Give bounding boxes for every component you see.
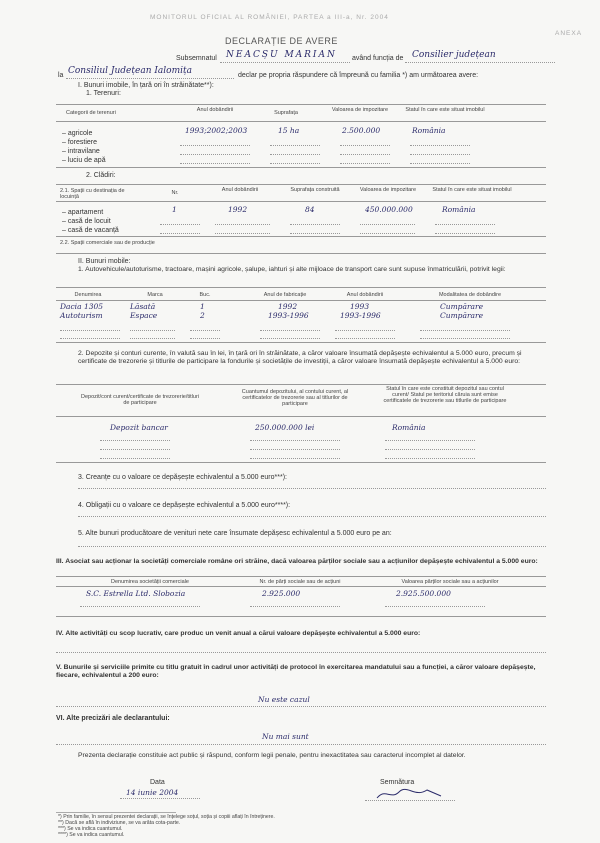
auto-1-modalitate: Cumpărare — [440, 302, 484, 311]
depozit-tip: Depozit bancar — [110, 423, 168, 432]
la-label: la — [58, 72, 64, 79]
item-3-creante: 3. Creanțe cu o valoare ce depășește echivalentul a 5.000 euro***): — [78, 474, 287, 481]
section-2-sub: 2. Clădiri: — [86, 172, 116, 179]
teren-suprafata: 15 ha — [278, 126, 300, 135]
auto-1-marca: Lăsată — [130, 302, 156, 311]
closing-statement: Prezenta declarație constituie act public și răspund, conform legii penale, pentru inexactitatea sau caracterul incomplet al datelor. — [78, 752, 466, 759]
section-vi-title: VI. Alte precizări ale declarantului: — [56, 715, 170, 722]
footnote-3: ***) Se va indica cuantumul. — [58, 826, 123, 832]
col-anul: Anul dobândirii — [196, 107, 234, 113]
col-suprafata: Suprafața — [274, 110, 298, 116]
col-valoarea: Valoarea de impozitare — [331, 107, 389, 113]
name-line — [220, 62, 350, 63]
footnote-1: *) Prin familie, în sensul prezentei declarații, se înțelege soțul, soția și copiii aflați în întreținere. — [58, 814, 275, 820]
section-1-title: I. Bunuri imobile, în țară ori în străinătate**): — [78, 82, 214, 89]
societate-nr-parti: 2.925.000 — [262, 589, 301, 598]
section-1-sub: 1. Terenuri: — [86, 90, 121, 97]
col-spatii: 2.1. Spații cu destinația de locuință — [60, 188, 125, 200]
semnatura-label: Semnătura — [380, 779, 415, 786]
auto-2-modalitate: Cumpărare — [440, 311, 484, 320]
footnote-4: ****) Se va indica cuantumul. — [58, 832, 125, 838]
row-casa-locuit: – casă de locuit — [62, 218, 111, 225]
section-ii-title: II. Bunuri mobile: — [78, 258, 131, 265]
teren-statul: România — [412, 126, 446, 135]
row-luciu: – luciu de apă — [62, 157, 106, 164]
auto-2-marca: Espace — [130, 311, 158, 320]
col-denumirea-soc: Denumirea societății comerciale — [111, 579, 189, 585]
footnote-2: **) Dacă se află în indiviziune, se va arăta cota-parte. — [58, 820, 181, 826]
auto-2-anul-fab: 1993-1996 — [268, 311, 309, 320]
row-spatii-comerciale: 2.2. Spații comerciale sau de producție — [60, 240, 155, 246]
col-nr-parti: Nr. de părți sociale sau de acțiuni — [259, 579, 341, 585]
section-v-value: Nu este cazul — [258, 695, 310, 704]
col-modalitatea: Modalitatea de dobândire — [438, 292, 502, 298]
col-anul-dobandirii: Anul dobândirii — [346, 292, 384, 298]
declar-text: declar pe propria răspundere că împreună cu familia *) am următoarea avere: — [238, 72, 479, 79]
col-statul: Statul în care este situat imobilul — [405, 107, 485, 113]
cladire-anul: 1992 — [228, 205, 248, 214]
auto-1-anul-fab: 1992 — [278, 302, 298, 311]
top-banner: MONITORUL OFICIAL AL ROMÂNIEI, PARTEA a III-a, Nr. 2004 — [150, 14, 389, 21]
auto-1-denumire: Dacia 1305 — [60, 302, 104, 311]
institutia-line — [66, 78, 234, 79]
col-statul-depozit: Statul în care este constituit depozitul sau contul curent/ Statul pe teritoriul căruia sunt emise certificatele de trezorerie sau titlurile de participare — [383, 386, 507, 404]
auto-1-buc: 1 — [200, 302, 205, 311]
col-buc: Buc. — [199, 292, 211, 298]
row-agricole: – agricole — [62, 130, 93, 137]
col-anul-2: Anul dobândirii — [221, 187, 259, 193]
item-5-alte-bunuri: 5. Alte bunuri producătoare de venituri nete care însumate depășesc echivalentul a 5.000 euro pe an: — [78, 530, 392, 537]
functia-line — [405, 62, 555, 63]
row-intravilane: – intravilane — [62, 148, 100, 155]
col-cuantum: Cuantumul depozitului, al contului curent, al certificatelor de trezorerie sau al titlurilor de participare — [241, 389, 349, 407]
data-label: Data — [150, 779, 165, 786]
auto-2-buc: 2 — [200, 311, 205, 320]
col-valoarea-parti: Valoarea părților sociale sau a acțiunilor — [401, 579, 499, 585]
top-right-label: ANEXA — [555, 30, 583, 37]
section-vi-value: Nu mai sunt — [262, 732, 309, 741]
col-anul-fabricatie: Anul de fabricație — [263, 292, 307, 298]
depozit-cuantum: 250.000.000 lei — [255, 423, 315, 432]
row-casa-vacanta: – casă de vacanță — [62, 227, 119, 234]
col-marca: Marca — [147, 292, 163, 298]
functia-value: Consilier județean — [412, 50, 496, 60]
section-iii-title: III. Asociat sau acționar la societăți comerciale române ori străine, dacă valoarea părților sociale sau a acțiunilor depășește echivalentul a 5.000 euro: — [56, 558, 538, 565]
depozit-statul: România — [392, 423, 426, 432]
col-categorii: Categorii de terenuri — [66, 110, 116, 116]
teren-anul: 1993;2002;2003 — [185, 126, 248, 135]
data-value: 14 iunie 2004 — [126, 788, 179, 797]
teren-valoarea: 2.500.000 — [342, 126, 381, 135]
societate-denumire: S.C. Estrella Ltd. Slobozia — [86, 589, 186, 598]
section-v-title: V. Bunurile și serviciile primite cu titlu gratuit în cadrul unor activități de protocol în exercitarea mandatului sau a funcției, a căror valoare depășește, fiecare, echivalentul a 200 euro: — [56, 664, 536, 679]
functia-label: având funcția de — [352, 55, 404, 62]
cladire-valoarea: 450.000.000 — [365, 205, 413, 214]
auto-1-anul-dob: 1993 — [350, 302, 370, 311]
cladire-suprafata: 84 — [305, 205, 315, 214]
row-apartament: – apartament — [62, 209, 104, 216]
auto-2-anul-dob: 1993-1996 — [340, 311, 381, 320]
col-valoarea-2: Valoarea de impozitare — [359, 187, 417, 193]
row-forestiere: – forestiere — [62, 139, 98, 146]
institutia-value: Consiliul Județean Ialomița — [68, 66, 192, 76]
auto-2-denumire: Autoturism — [60, 311, 103, 320]
item-4-obligatii: 4. Obligații cu o valoare ce depășește echivalentul a 5.000 euro****): — [78, 502, 291, 509]
declarant-name: NEACȘU MARIAN — [226, 50, 337, 60]
cladire-nr: 1 — [172, 205, 177, 214]
section-ii-desc: 1. Autovehicule/autoturisme, tractoare, mașini agricole, șalupe, iahturi și alte mijloace de transport care sunt supuse înmatriculării, potrivit legii: — [78, 266, 506, 273]
page-title: DECLARAȚIE DE AVERE — [225, 36, 338, 46]
col-statul-2: Statul în care este situat imobilul — [432, 187, 512, 193]
section-depozite-desc: 2. Depozite și conturi curente, în valută sau în lei, în țară ori în străinătate, a căror valoare însumată depășește echivalentul a 5.000 euro, precum și certificate de trezorerie și titlurile de participare la fondurile și societățile de investiții, a căror valoare însumată depășește echivalentul a 5.000 euro: — [78, 350, 522, 365]
col-suprafata-2: Suprafața construită — [290, 187, 340, 193]
subsemnatul-label: Subsemnatul — [176, 55, 217, 62]
cladire-statul: România — [442, 205, 476, 214]
societate-valoare: 2.925.500.000 — [396, 589, 451, 598]
section-iv-title: IV. Alte activități cu scop lucrativ, care produc un venit anual a cărui valoare depășește echivalentul a 5.000 euro: — [56, 630, 421, 637]
col-denumirea: Denumirea — [74, 292, 102, 298]
col-nr: Nr. — [171, 190, 179, 196]
col-depozit: Depozit/cont curent/certificate de trezorerie/titluri de participare — [81, 394, 199, 406]
